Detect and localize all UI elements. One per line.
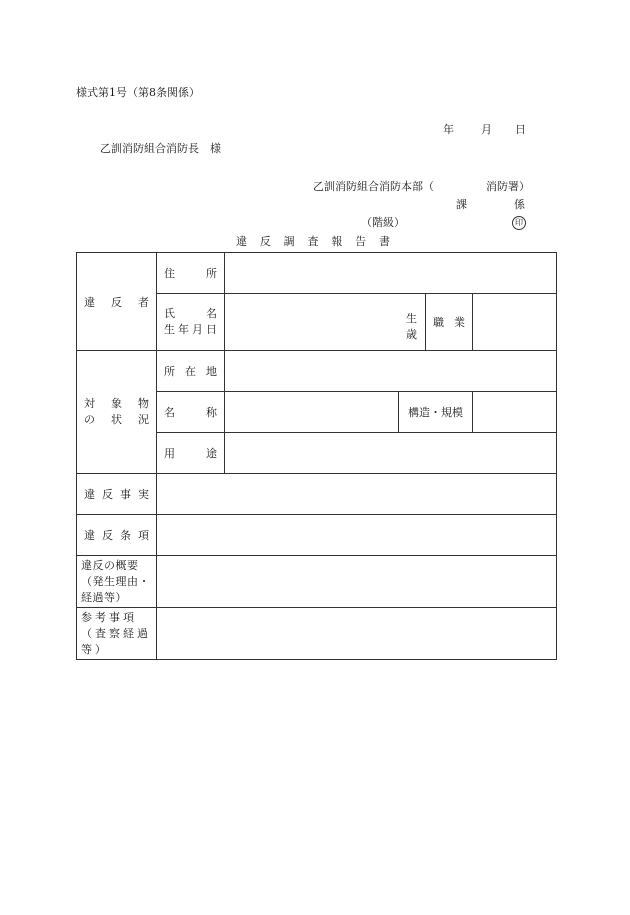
clauses-label-cell [77,515,157,556]
label-char: 象 [111,397,122,410]
summary-label-line: 経過等） [81,590,127,604]
label-char: 事 [120,488,131,501]
facts-label-cell [77,474,157,515]
structure-field[interactable] [473,392,557,433]
occupation-field[interactable] [473,294,557,351]
reference-label-line: 等） [81,642,109,656]
report-table [76,252,557,660]
row-target-location [77,351,557,392]
target-name-field[interactable] [225,392,399,433]
seal-mark [512,216,526,230]
date-month-label: 月 [481,123,492,136]
sender-section: 課 [456,198,467,211]
reference-label-line: 参考事項 [81,610,137,624]
age-label: 生 [406,312,417,325]
row-violation-clauses [77,515,557,556]
form-number: 様式第1号（第8条関係） [76,86,200,99]
label-char: 反 [111,295,122,309]
title-char: 告 [355,235,367,248]
label-char: 在 [185,365,196,378]
title-char: 書 [378,235,390,248]
summary-field[interactable] [157,556,557,608]
summary-label-line: 違反の概要 [81,558,139,572]
address-field[interactable] [225,253,557,294]
label-char: 住 [164,267,175,280]
label-char: 条 [120,529,131,542]
label-char: の [84,413,95,426]
row-violation-summary [77,556,557,608]
location-label-cell [157,351,225,392]
label-char: 者 [138,295,149,309]
violator-header [77,253,157,351]
structure-label: 構造・規模 [408,406,463,419]
name-birthdate-field[interactable] [225,294,426,351]
label-char: 所 [206,267,217,280]
row-reference [77,608,557,660]
location-field[interactable] [225,351,557,392]
sender-department: 乙訓消防組合消防本部（ [313,180,434,193]
use-label-cell [157,433,225,474]
summary-label-line: （発生理由・ [81,574,150,588]
label-char: 反 [102,488,113,501]
structure-label-cell [399,392,473,433]
occupation-label-cell [426,294,473,351]
title-char: 報 [331,235,343,248]
reference-field[interactable] [157,608,557,660]
title-char: 反 [259,235,271,248]
facts-field[interactable] [157,474,557,515]
label-char: 業 [454,316,465,329]
label-char: 反 [102,529,113,542]
label-char: 名 [164,406,175,419]
addressee: 乙訓消防組合消防長 様 [100,142,221,155]
sender-rank: （階級） [361,216,405,229]
label-char: 生 [164,323,175,336]
label-char: 年 [178,323,189,336]
reference-label-line: （査察経過 [81,626,151,640]
label-char: 違 [84,529,95,542]
title-char: 違 [236,235,247,248]
label-char: 違 [84,488,95,501]
address-label-cell [157,253,225,294]
label-char: 称 [206,406,217,419]
date-year-label: 年 [443,123,454,136]
target-name-label-cell [157,392,225,433]
label-char: 地 [206,365,217,378]
label-char: 項 [138,529,149,542]
label-char: 職 [433,316,444,329]
date-day-label: 日 [515,123,526,136]
name-birthdate-label-cell [157,294,225,351]
label-char: 用 [164,447,175,460]
sender-station: 消防署） [486,180,530,193]
label-char: 氏 [164,307,175,320]
row-violation-facts [77,474,557,515]
label-char: 況 [138,413,149,426]
age-label: 歳 [406,328,417,341]
sender-subsection: 係 [514,198,525,211]
label-char: 名 [206,307,217,320]
label-char: 対 [84,397,95,410]
label-char: 違 [84,295,95,309]
title-char: 査 [307,235,319,248]
clauses-field[interactable] [157,515,557,556]
label-char: 所 [164,365,175,378]
title-char: 調 [283,235,295,248]
label-char: 実 [138,488,149,501]
label-char: 物 [138,397,149,410]
seal-icon: 印 [512,216,526,230]
row-violator-address [77,253,557,294]
document-title [236,236,390,247]
label-char: 日 [206,323,217,336]
use-field[interactable] [225,433,557,474]
label-char: 状 [111,413,122,426]
summary-label-cell [77,556,157,608]
target-header [77,351,157,474]
reference-label-cell [77,608,157,660]
label-char: 月 [192,323,203,336]
label-char: 途 [206,447,217,460]
